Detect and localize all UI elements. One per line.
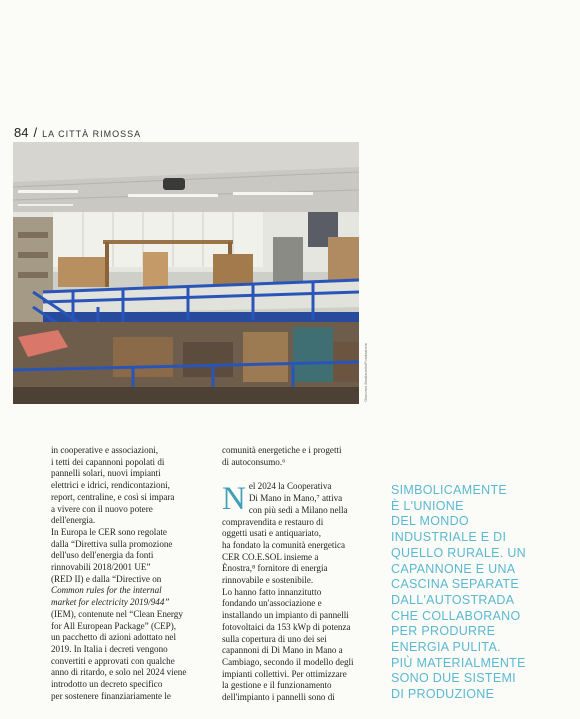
text-line: Common rules for the internal [51, 585, 162, 596]
text-line: installando un impianto di pannelli [222, 610, 349, 621]
page-number: 84 [14, 125, 29, 140]
pull-quote-line: PER PRODURRE [391, 624, 496, 639]
text-line: i tetti dei capannoni popolati di [51, 456, 165, 467]
text-line: capannoni di Di Mano in Mano a [222, 645, 343, 656]
text-line: in cooperative e associazioni, [51, 445, 159, 455]
text-line: comunità energetiche e i progetti [222, 445, 342, 455]
text-line: Di Mano in Mano,⁷ attiva [248, 493, 343, 504]
pull-quote-line: ENERGIA PULITA. [391, 640, 501, 655]
text-line: compravendita e restauro di [222, 516, 324, 527]
text-line: rinnovabili 2018/2001 UE” [51, 562, 151, 573]
text-line: fondando un'associazione e [222, 598, 322, 609]
pull-quote-line: È L'UNIONE [391, 498, 464, 513]
text-line: sulla copertura di uno dei sei [222, 633, 327, 644]
pull-quote-line: SONO DUE SISTEMI [391, 671, 516, 686]
text-line: pannelli solari, nuovi impianti [51, 468, 161, 479]
text-line: impianti collettivi. Per ottimizzare [222, 668, 347, 679]
pull-quote [391, 483, 571, 703]
text-line: dell'energia. [51, 515, 96, 526]
text-line: 2019. In Italia i decreti vengono [51, 643, 168, 654]
text-line: la gestione e il funzionamento [222, 680, 332, 691]
text-line: report, centraline, e così si impara [51, 491, 175, 502]
pull-quote-line: SIMBOLICAMENTE [391, 483, 508, 497]
text-line: Lo hanno fatto innanzitutto [222, 586, 322, 597]
text-line: (IEM), contenute nel “Clean Energy [51, 608, 183, 619]
text-line: el 2024 la Cooperativa [248, 481, 332, 492]
body-column-left [51, 445, 209, 702]
text-line: oggetti usati e antiquariato, [222, 528, 321, 539]
pull-quote-line: INDUSTRIALE E DI [391, 530, 507, 545]
text-line: for All European Package” (CEP), [51, 620, 176, 631]
text-line: convertiti e approvati con qualche [51, 655, 175, 666]
pull-quote-line: QUELLO RURALE. UN [391, 545, 526, 560]
workshop-photo-illustration [13, 142, 359, 404]
workshop-photo [13, 142, 359, 404]
text-line: con più sedi a Milano nella [248, 504, 348, 515]
text-line: dell'impianto i pannelli sono di [222, 692, 335, 703]
text-line: elettrici e idrici, rendicontazioni, [51, 480, 170, 491]
text-line: un pacchetto di azioni adottato nel [51, 632, 176, 643]
text-line: ha fondato la comunità energetica [222, 539, 346, 550]
pull-quote-line: PIÙ MATERIALMENTE [391, 655, 526, 670]
text-line: fotovoltaici da 153 kWp di potenza [222, 621, 351, 632]
body-column-right [222, 445, 372, 704]
dropcap-paragraph [222, 481, 372, 703]
text-line: dalla “Direttiva sulla promozione [51, 538, 173, 549]
text-line: a vivere con il nuovo potere [51, 503, 153, 514]
pull-quote-line: CHE COLLABORANO [391, 608, 521, 623]
text-line: (RED II) e dalla “Directive on [51, 573, 162, 584]
pull-quote-line: DEL MONDO [391, 514, 469, 529]
text-line: per sostenere finanziariamente le [51, 690, 171, 701]
page-header [14, 125, 141, 140]
photo-credit: Giacomo Bastianello/Fondazione [363, 343, 368, 402]
header-separator: / [33, 125, 38, 140]
running-title: LA CITTÀ RIMOSSA [42, 129, 142, 139]
dropcap-letter: N [222, 481, 246, 518]
text-line: dell'uso dell'energia da fonti [51, 550, 154, 561]
text-line: Ènostra,⁸ fornitore di energia [222, 563, 328, 574]
pull-quote-line: CAPANNONE E UNA [391, 561, 516, 576]
text-line: di autoconsumo.⁶ [222, 456, 286, 467]
pull-quote-line: DALL'AUTOSTRADA [391, 592, 515, 607]
text-line: anno di ritardo, e solo nel 2024 viene [51, 667, 187, 678]
text-line: market for electricity 2019/944” [51, 597, 170, 608]
text-line: CER CO.E.SOL insieme a [222, 551, 319, 562]
text-line: rinnovabile e sostenibile. [222, 575, 314, 586]
text-line: Cambiago, secondo il modello degli [222, 656, 354, 667]
text-line: introdotto un decreto specifico [51, 679, 163, 690]
pull-quote-line: DI PRODUZIONE [391, 687, 495, 702]
pull-quote-line: CASCINA SEPARATE [391, 577, 519, 592]
text-line: In Europa le CER sono regolate [51, 526, 167, 537]
